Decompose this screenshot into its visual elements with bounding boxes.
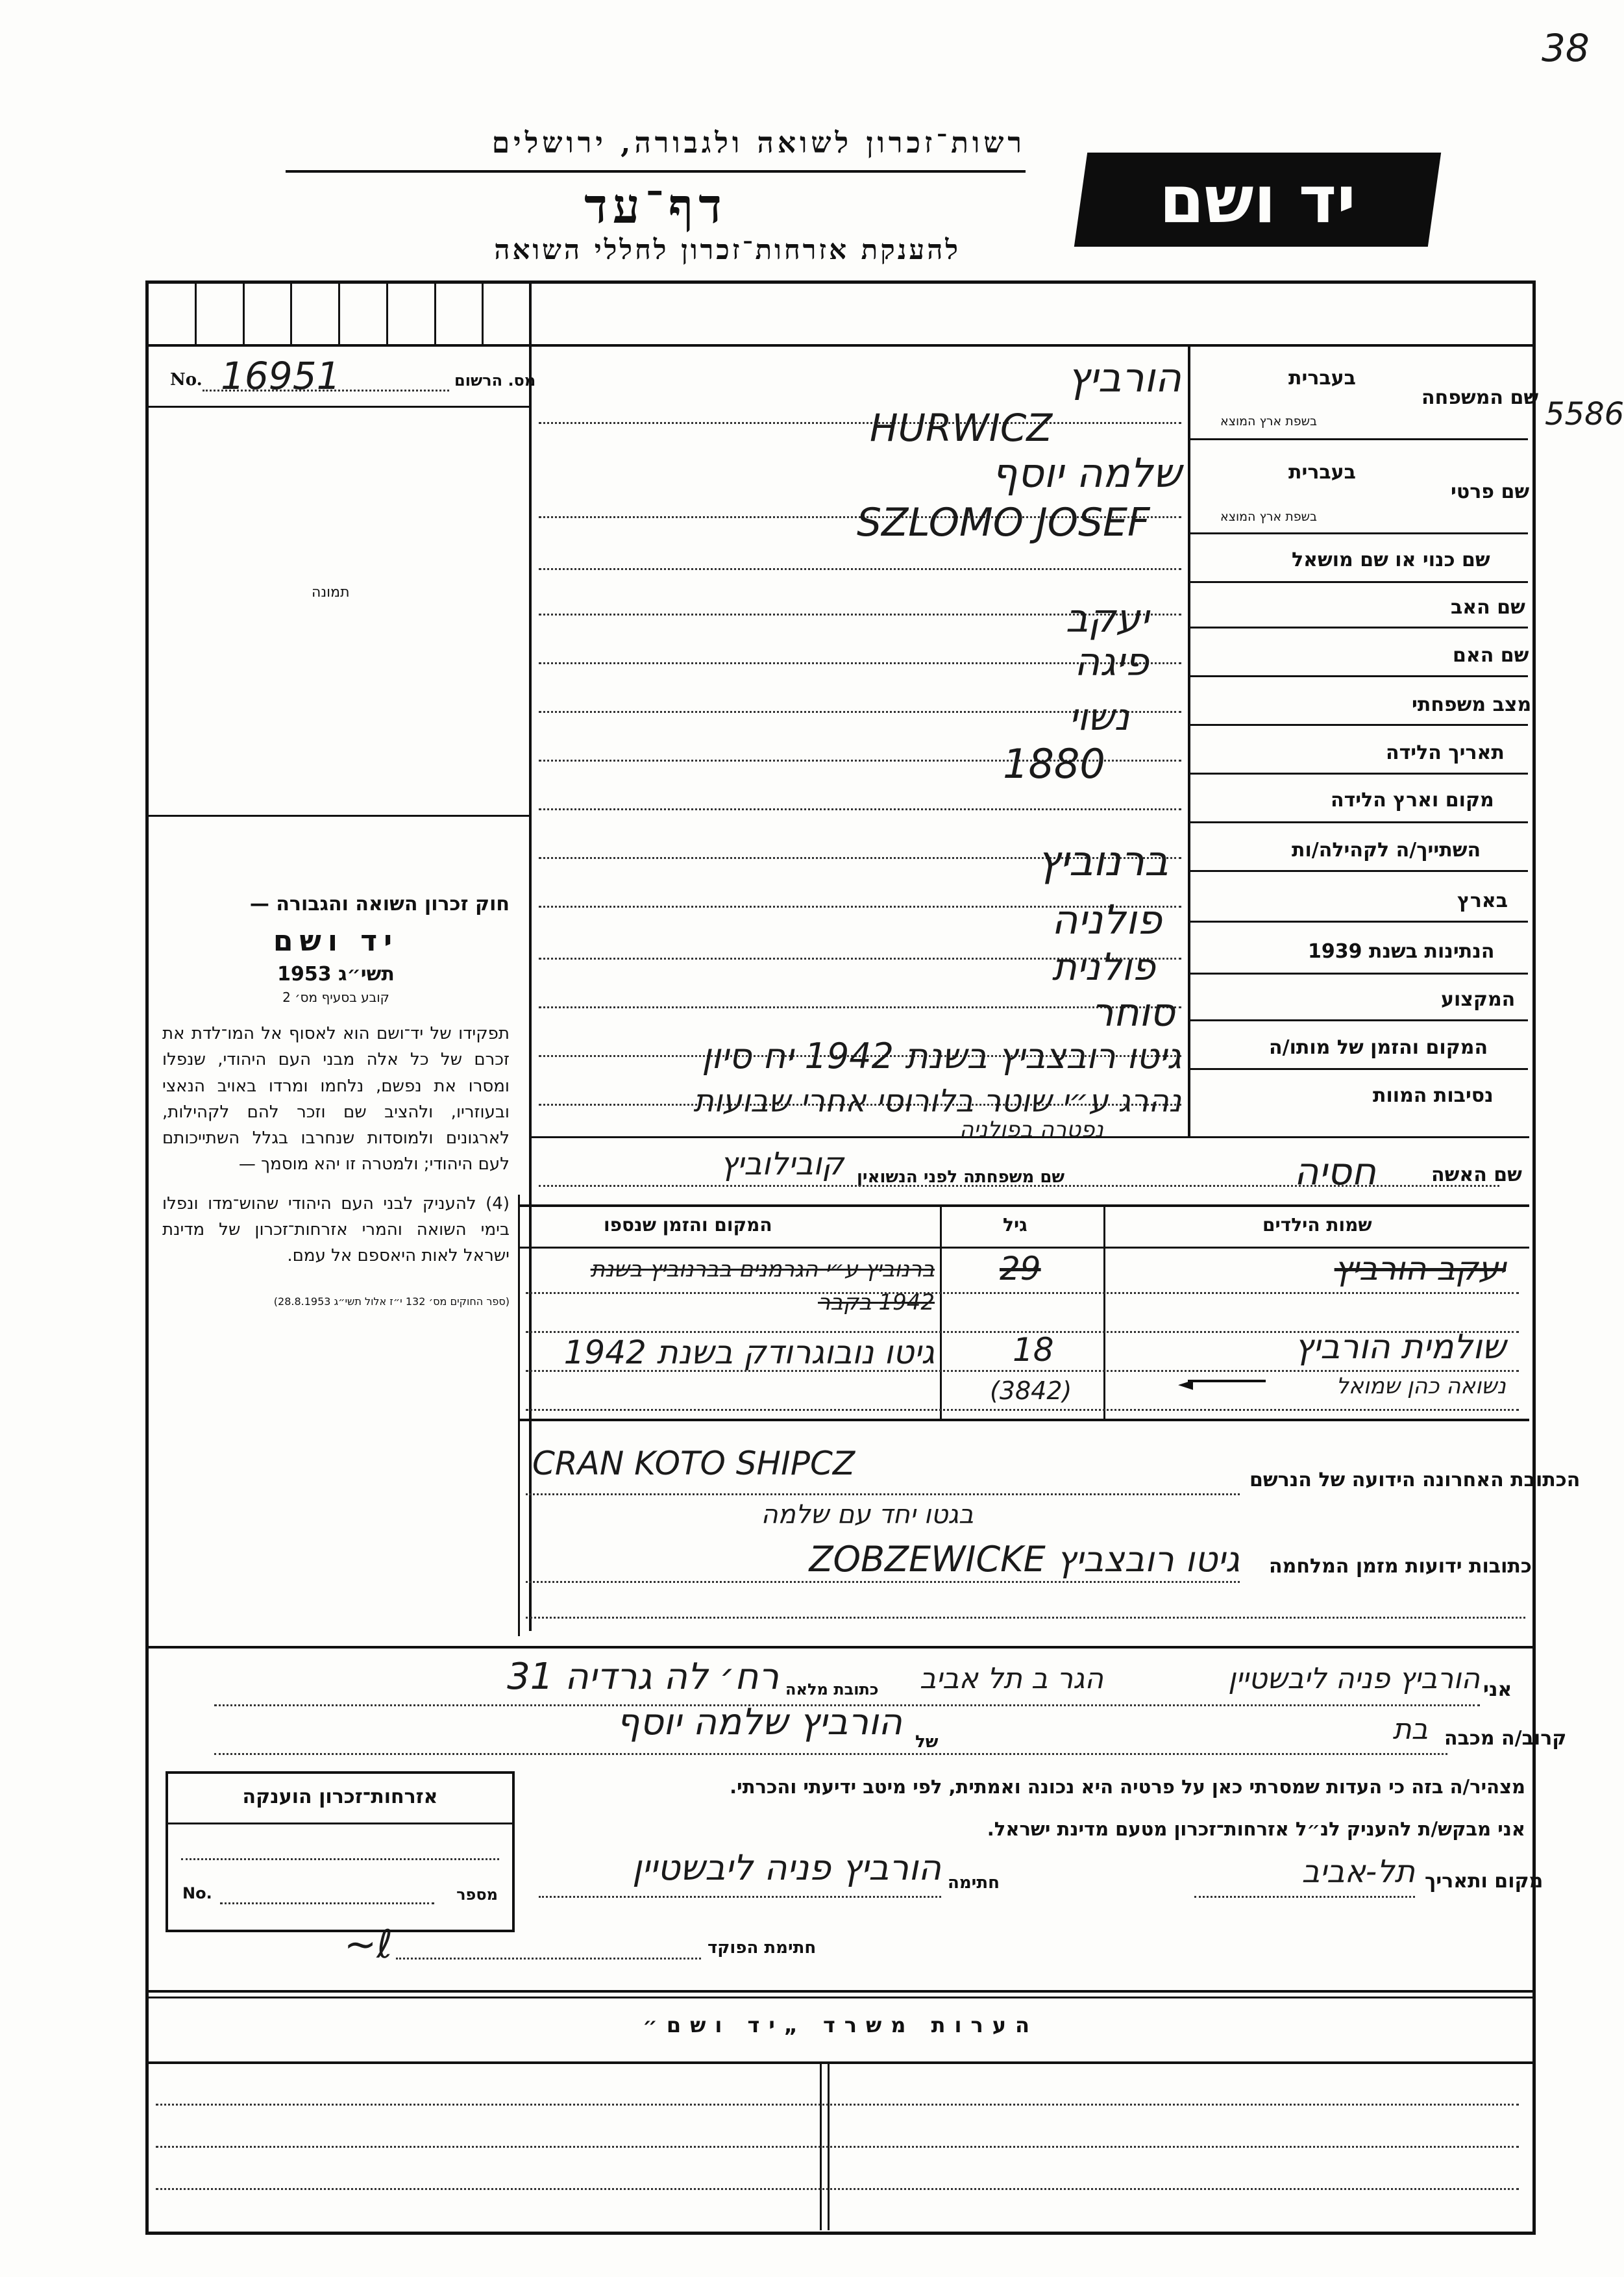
in-hebrew-label: בעברית	[1288, 367, 1356, 390]
war-address-label: כתובות ידועות מזמן המלחמה	[1269, 1555, 1532, 1578]
family-name-label: שם המשפחה	[1421, 386, 1539, 409]
death-place-label: המקום והזמן של מותו/ה	[1269, 1036, 1488, 1059]
community: ברנוביץ	[1037, 838, 1168, 886]
child-2-age: 18	[1013, 1331, 1054, 1369]
of-label: של	[915, 1732, 939, 1752]
mother-name: פיגה	[1074, 640, 1149, 685]
death-place: גיטו רובצביץ בשנת 1942 יח סיון	[702, 1036, 1181, 1076]
notes-title: הערות משרד „יד ושם״	[643, 2013, 1039, 2037]
relation-value: בת	[1392, 1713, 1428, 1746]
photo-label: תמונה	[312, 584, 350, 601]
citizenship-box-no-he: מספר	[456, 1885, 498, 1904]
authority-line: רשות־זכרון לשואה ולגבורה, ירושלים	[491, 127, 1026, 160]
yad-vashem-logo: יד ושם	[1074, 153, 1441, 247]
place-date-label: מקום ותאריך	[1425, 1870, 1544, 1893]
relation-label: קרוב/ה מכבה	[1444, 1727, 1567, 1750]
children-age-header: גיל	[1003, 1214, 1027, 1236]
citizenship-box-title: אזרחות־זכרון הוענקה	[242, 1786, 438, 1808]
nickname-label: שם כנוי או שם מושאל	[1292, 549, 1490, 571]
side-note: 5586	[1545, 396, 1624, 432]
child-2-place: גיטו נובוגרודק בשנת 1942	[563, 1334, 935, 1371]
marital-status: נשוי	[1068, 695, 1129, 739]
birth-date: 1880	[1003, 740, 1105, 788]
declarant-i-label: אני	[1483, 1678, 1512, 1701]
in-hebrew-label-2: בעברית	[1288, 461, 1356, 484]
signature-label: חתימה	[948, 1873, 1000, 1893]
registration-number: 16951	[221, 354, 341, 398]
wife-name: חסיה	[1294, 1149, 1376, 1193]
father-label: שם האב	[1451, 596, 1525, 619]
wife-maiden-name: קובילוביץ	[720, 1146, 844, 1182]
declarant-name: הורביץ פניה ליבשטיין	[1228, 1662, 1480, 1695]
child-2-extra: (3842)	[990, 1376, 1072, 1405]
citizenship-granted-box	[166, 1771, 515, 1932]
wife-label: שם האשה	[1431, 1163, 1522, 1186]
citizenship-box-no-en: No.	[182, 1884, 212, 1902]
country-label: בארץ	[1457, 890, 1508, 912]
page-title: דף־עד	[584, 179, 727, 234]
declaration-text: מצהיר/ה בזה כי העדות שמסרתי כאן על פרטיה היא נכונה ואמתית, לפי מיטב ידיעתי והכרתי.	[730, 1776, 1525, 1798]
first-name-hebrew: שלמה יוסף	[991, 449, 1181, 497]
clerk-signature-label: חתימת הפוקד	[707, 1938, 817, 1958]
maiden-name-label: שם משפחתה לפני הנשואין	[857, 1167, 1065, 1187]
country: פולניה	[1051, 896, 1162, 943]
clerk-signature-mark: ∼ℓ	[344, 1922, 393, 1967]
children-place-header: המקום והזמן שנספו	[604, 1214, 772, 1236]
birth-place-label: מקום וארץ הלידה	[1331, 789, 1494, 812]
profession-label: המקצוע	[1441, 988, 1516, 1011]
birth-date-label: תאריך הלידה	[1386, 741, 1505, 764]
full-address-label: כתובת מלאה	[785, 1680, 879, 1698]
death-cause: נהרג ע״י שוטר בלורוסי אחרי שבועות	[693, 1083, 1181, 1119]
first-name-origin: SZLOMO JOSEF	[857, 500, 1150, 545]
registration-label: מס. הרשום	[454, 371, 536, 390]
page-subtitle: להענקת אזרחות־זכרון לחללי השואה	[494, 234, 961, 266]
wife-note: נפטרה בפולניה	[959, 1117, 1103, 1143]
child-2-name: שולמית הורביץ	[1294, 1328, 1506, 1367]
father-name: יעקב	[1065, 596, 1149, 641]
declarant-residence: הגר ב תל אביב	[919, 1662, 1103, 1695]
arrow-icon: ◄	[1178, 1373, 1194, 1395]
page-number: 38	[1542, 26, 1590, 70]
child-1-age: 29	[1000, 1250, 1041, 1288]
last-address: CRAN KOTO SHIPCZ	[532, 1445, 855, 1482]
last-address-label: הכתובת האחרונה הידועה של הנרשם	[1249, 1469, 1581, 1491]
children-names-header: שמות הילדים	[1262, 1214, 1372, 1236]
first-name-label: שם פרטי	[1451, 480, 1530, 503]
declarant-signature: הורביץ פניה ליבשטיין	[632, 1847, 941, 1888]
child-1-name: יעקב הורביץ	[1334, 1250, 1506, 1288]
child-1-place: ברנוביץ ע״י הגרמנים בברנוביץ בשנת 1942 בקבר	[590, 1256, 935, 1315]
request-text: אני מבקש/ת להעניק לנ״ל אזרחות־זכרון מטעם מדינת ישראל.	[987, 1818, 1525, 1840]
profession: סוחר	[1091, 990, 1175, 1036]
relation-of-value: הורביץ שלמה יוסף	[616, 1701, 902, 1743]
marital-label: מצב משפחתי	[1412, 693, 1532, 716]
death-cause-label: נסיבות המוות	[1373, 1084, 1494, 1107]
origin-lang-label-2: בשפת ארץ המוצא	[1220, 510, 1318, 524]
registration-label-en: No.	[170, 370, 203, 390]
law-box: חוק זכרון השואה והגבורה — יד ושם תשי״ג 1953 קובע בסעיף מס׳ 2 תפקידו של יד־ושם הוא לאסוף אל המו־לדת את זכרם של כל אלה מבני העם היהודי, שנפלו ומסרו את נפשם, נלחמו ומרדו באויב הנאצי ובעוזריו, ולהציב שם וזכר להם לקהילות, לארגונים ולמוסדות שנחרבו בגלל השתייכותם לעם היהודי; ולמטרה זו יהא מוסמך — (4) להעניק לבני העם היהודי שהוש־מדו ונפלו בימי השואה והמרי אזרחות־זכרון של מדינת ישראל לאות היאספם אל עמם. (ספר החוקים מס׳ 132 י״ז אלול תשי״ג 28.8.1953)	[162, 893, 510, 1308]
community-label: השתייך/ה לקהילה/ות	[1292, 839, 1481, 862]
origin-lang-label: בשפת ארץ המוצא	[1220, 414, 1318, 429]
declarant-address: רח׳ לה גרדיה 31	[507, 1656, 779, 1698]
citizenship: פולנית	[1052, 945, 1155, 989]
child-2-note: נשואה כהן שמואל	[1336, 1373, 1506, 1399]
citizenship-label: הנתינות בשנת 1939	[1308, 940, 1495, 963]
code-boxes	[149, 284, 532, 344]
place-date: תל-אביב	[1301, 1854, 1415, 1890]
family-name-hebrew: הורביץ	[1067, 354, 1181, 401]
war-address: גיטו רובצביץ ZOBZEWICKE	[809, 1539, 1240, 1580]
mother-label: שם האם	[1453, 644, 1529, 667]
arrow-line	[1188, 1380, 1266, 1382]
war-address-note: בגטו יחד עם שלמה	[761, 1500, 974, 1530]
family-name-origin: HURWICZ	[870, 406, 1053, 450]
